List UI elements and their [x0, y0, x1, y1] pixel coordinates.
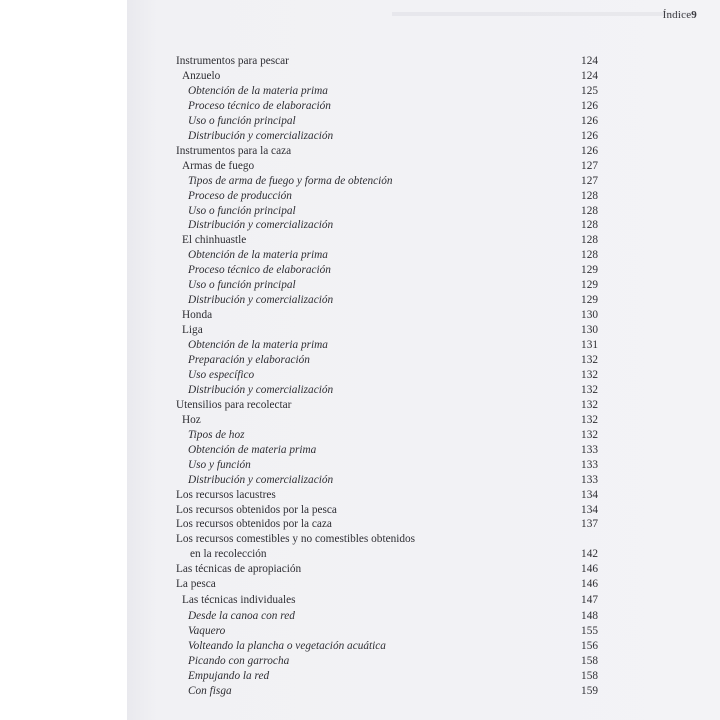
toc-entry — [127, 577, 720, 592]
toc-entry — [127, 114, 720, 129]
table-of-contents — [127, 0, 720, 720]
toc-entry-page-number: 146 — [581, 578, 598, 591]
toc-entry — [127, 248, 720, 263]
toc-entry-title: Distribución y comercialización — [188, 219, 334, 232]
toc-entry-title: Desde la canoa con red — [188, 610, 295, 623]
toc-entry-title: Las técnicas individuales — [182, 594, 296, 607]
toc-entry — [127, 99, 720, 114]
toc-entry-title: Obtención de la materia prima — [188, 249, 328, 262]
toc-entry — [127, 488, 720, 503]
toc-entry — [127, 517, 720, 532]
toc-entry — [127, 368, 720, 383]
toc-entry — [127, 338, 720, 353]
toc-entry — [127, 293, 720, 308]
toc-entry — [127, 503, 720, 518]
toc-entry-page-number: 132 — [581, 398, 598, 411]
toc-entry-page-number: 130 — [581, 324, 598, 337]
toc-entry — [127, 458, 720, 473]
running-head-page-number: 9 — [691, 9, 697, 21]
toc-entry-page-number: 142 — [581, 548, 598, 561]
toc-entry-page-number: 133 — [581, 458, 598, 471]
toc-entry-page-number: 132 — [581, 383, 598, 396]
toc-entry-title: Los recursos lacustres — [176, 488, 276, 501]
toc-entry-title: La pesca — [176, 578, 216, 591]
toc-entry — [127, 174, 720, 189]
toc-entry-title: Tipos de hoz — [188, 428, 245, 441]
toc-entry-page-number: 132 — [581, 428, 598, 441]
toc-entry — [127, 639, 720, 654]
toc-entry-title: Los recursos obtenidos por la pesca — [176, 503, 337, 516]
toc-entry — [127, 669, 720, 684]
toc-entry-title: Tipos de arma de fuego y forma de obtención — [188, 174, 393, 187]
toc-entry-title: Empujando la red — [188, 669, 270, 682]
toc-entry-page-number: 128 — [581, 234, 598, 247]
toc-entry — [127, 443, 720, 458]
toc-entry-page-number: 156 — [581, 640, 598, 653]
toc-entry-title: Picando con garrocha — [188, 655, 290, 667]
toc-entry-page-number: 134 — [581, 488, 598, 501]
toc-entry — [127, 398, 720, 413]
toc-entry-page-number: 129 — [581, 294, 598, 307]
toc-entry-title: Proceso técnico de elaboración — [188, 264, 331, 277]
toc-entry-page-number: 137 — [581, 518, 598, 531]
toc-entry — [127, 684, 720, 699]
toc-entry-page-number: 126 — [581, 99, 598, 112]
toc-entry-page-number: 147 — [581, 594, 598, 607]
toc-entry — [127, 323, 720, 338]
toc-entry-page-number: 128 — [581, 204, 598, 217]
toc-entry-title: El chinhuastle — [182, 234, 247, 247]
toc-entry-title: Uso y función — [188, 458, 251, 471]
toc-entry-title: Las técnicas de apropiación — [176, 563, 302, 576]
toc-entry-title: Proceso de producción — [188, 189, 292, 202]
toc-entry-page-number: 131 — [581, 339, 598, 352]
toc-entry-title: Uso o función principal — [188, 279, 296, 292]
toc-entry-page-number: 132 — [581, 354, 598, 366]
toc-entry-page-number: 126 — [581, 144, 598, 157]
toc-entry-page-number: 125 — [581, 84, 598, 97]
toc-entry-page-number: 148 — [581, 610, 598, 623]
toc-entry-title: Instrumentos para pescar — [176, 55, 289, 67]
toc-entry-title: Los recursos obtenidos por la caza — [176, 518, 332, 531]
toc-entry — [127, 532, 720, 547]
toc-entry-title: Uso o función principal — [188, 114, 296, 127]
toc-entry-title: Uso o función principal — [188, 204, 296, 217]
toc-entry-title: Armas de fuego — [182, 159, 255, 172]
toc-entry — [127, 233, 720, 248]
toc-entry-page-number: 127 — [581, 174, 598, 187]
toc-entry-title: Honda — [182, 309, 213, 322]
toc-entry-title: Los recursos comestibles y no comestibles obtenidos — [176, 533, 416, 546]
toc-entry-page-number: 133 — [581, 473, 598, 486]
toc-entry-page-number: 158 — [581, 669, 598, 682]
toc-entry-title: Obtención de la materia prima — [188, 84, 328, 97]
running-head-label: Índice — [662, 9, 692, 21]
toc-entry — [127, 654, 720, 669]
toc-entry-page-number: 126 — [581, 114, 598, 127]
toc-entry — [127, 129, 720, 144]
toc-entry-page-number: 132 — [581, 413, 598, 426]
toc-entry-page-number: 134 — [581, 503, 598, 516]
toc-entry-title: Proceso técnico de elaboración — [188, 99, 331, 112]
toc-entry-page-number: 129 — [581, 279, 598, 292]
toc-entry-page-number: 128 — [581, 219, 598, 232]
toc-entry-title: Distribución y comercialización — [188, 473, 334, 486]
toc-entry — [127, 547, 720, 562]
toc-entry-title: Preparación y elaboración — [188, 354, 310, 366]
toc-entry-page-number: 126 — [581, 129, 598, 142]
toc-entry-page-number: 146 — [581, 563, 598, 576]
toc-entry-title: Anzuelo — [182, 69, 221, 82]
toc-entry-title: Hoz — [182, 413, 201, 426]
toc-entry-page-number: 128 — [581, 189, 598, 202]
book-page — [127, 0, 720, 720]
toc-entry — [127, 189, 720, 204]
toc-entry — [127, 159, 720, 174]
toc-entry — [127, 353, 720, 368]
toc-entry-title: Liga — [182, 324, 203, 337]
toc-entry-page-number: 128 — [581, 249, 598, 262]
toc-entry-title: Volteando la plancha o vegetación acuática — [188, 640, 386, 653]
toc-entry-page-number: 124 — [581, 55, 598, 67]
toc-entry — [127, 383, 720, 398]
toc-entry — [127, 428, 720, 443]
toc-entry — [127, 593, 720, 608]
toc-entry — [127, 69, 720, 84]
toc-entry-page-number: 127 — [581, 159, 598, 172]
toc-entry — [127, 308, 720, 323]
toc-entry — [127, 609, 720, 624]
toc-entry — [127, 624, 720, 639]
toc-entry-title: Utensilios para recolectar — [176, 398, 292, 411]
toc-entry-title: Obtención de la materia prima — [188, 339, 328, 352]
toc-entry-page-number: 132 — [581, 368, 598, 381]
toc-entry — [127, 218, 720, 233]
toc-entry-title: Distribución y comercialización — [188, 383, 334, 396]
toc-entry-title: Uso específico — [188, 368, 255, 381]
toc-entry-page-number: 158 — [581, 655, 598, 667]
left-margin — [0, 0, 127, 720]
toc-entry — [127, 413, 720, 428]
toc-entry-page-number: 130 — [581, 309, 598, 322]
toc-entry-title: en la recolección — [190, 548, 267, 561]
toc-entry-page-number: 124 — [581, 69, 598, 82]
toc-entry-title: Distribución y comercialización — [188, 129, 334, 142]
toc-entry-page-number: 159 — [581, 684, 598, 697]
toc-entry-title: Distribución y comercialización — [188, 294, 334, 307]
toc-entry — [127, 278, 720, 293]
toc-entry — [127, 473, 720, 488]
toc-entry-title: Obtención de materia prima — [188, 443, 317, 456]
toc-entry-title: Con fisga — [188, 684, 232, 697]
toc-entry — [127, 204, 720, 219]
toc-entry — [127, 84, 720, 99]
toc-entry — [127, 54, 720, 69]
toc-entry-title: Instrumentos para la caza — [176, 144, 292, 157]
toc-entry — [127, 144, 720, 159]
toc-entry-title: Vaquero — [188, 625, 226, 638]
toc-entry-page-number: 133 — [581, 443, 598, 456]
toc-entry-page-number: 129 — [581, 264, 598, 277]
toc-entry-page-number: 155 — [581, 625, 598, 638]
toc-entry — [127, 562, 720, 577]
toc-entry — [127, 263, 720, 278]
